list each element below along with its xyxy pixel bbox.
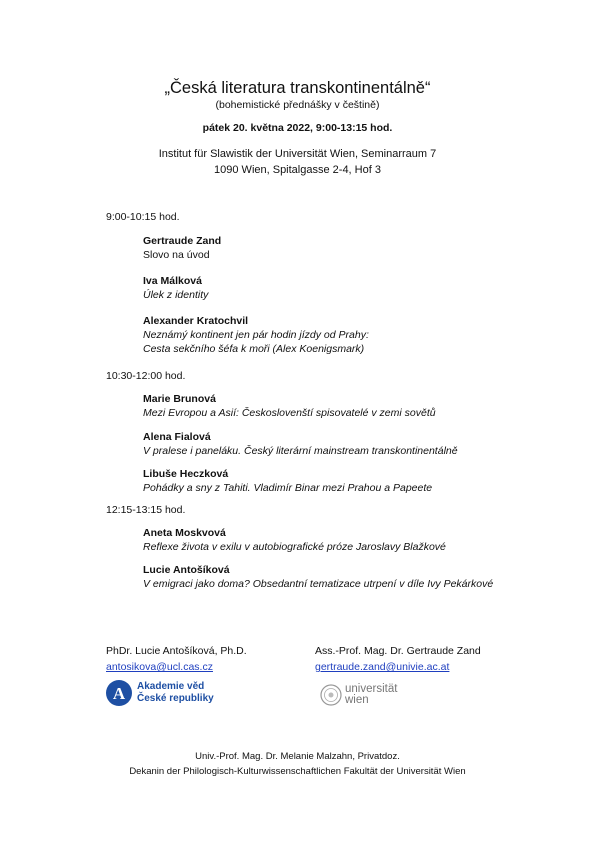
talk-title: V emigraci jako doma? Obsedantní tematizace utrpení v díle Ivy Pekárkové xyxy=(143,578,494,590)
avcr-logo-line-2: České republiky xyxy=(137,693,214,704)
organizer-email-link[interactable]: antosikova@ucl.cas.cz xyxy=(106,661,213,673)
speaker-name: Libuše Heczková xyxy=(143,468,229,480)
talk-title: Úlek z identity xyxy=(143,289,209,301)
talk-title: Pohádky a sny z Tahiti. Vladimír Binar mezi Prahou a Papeete xyxy=(143,482,433,494)
block-time: 9:00-10:15 hod. xyxy=(106,211,180,223)
venue-line-2: 1090 Wien, Spitalgasse 2-4, Hof 3 xyxy=(214,164,381,176)
univie-logo-line-1: universität xyxy=(345,683,398,695)
organizer-name: Ass.-Prof. Mag. Dr. Gertraude Zand xyxy=(315,645,481,657)
talk-title: V pralese i paneláku. Český literární mainstream transkontinentálně xyxy=(143,445,458,457)
speaker-name: Gertraude Zand xyxy=(143,235,222,247)
block-time: 10:30-12:00 hod. xyxy=(106,370,186,382)
organizer-email-link[interactable]: gertraude.zand@univie.ac.at xyxy=(315,661,450,673)
speaker-name: Alena Fialová xyxy=(143,431,211,443)
talk-title: Slovo na úvod xyxy=(143,249,210,261)
venue-line-1: Institut für Slawistik der Universität Wien, Seminarraum 7 xyxy=(158,148,437,160)
dean-name: Univ.-Prof. Mag. Dr. Melanie Malzahn, Privatdoz. xyxy=(195,751,400,762)
organizer-right xyxy=(315,643,481,675)
organizer-left xyxy=(106,643,247,675)
univie-logo xyxy=(320,684,397,706)
document-title: „Česká literatura transkontinentálně“ xyxy=(164,79,431,97)
talk-title: Mezi Evropou a Asií: Českoslovenští spisovatelé v zemi sovětů xyxy=(143,407,436,419)
event-date: pátek 20. května 2022, 9:00-13:15 hod. xyxy=(202,122,393,134)
avcr-emblem-icon xyxy=(106,680,132,706)
speaker-name: Iva Málková xyxy=(143,275,202,287)
talk-item xyxy=(143,563,563,591)
talk-item xyxy=(143,314,563,356)
talk-item xyxy=(143,274,563,302)
talk-item xyxy=(143,234,563,262)
talk-title-line-2: Cesta sekčního šéfa k moři (Alex Koenigsmark) xyxy=(143,343,365,355)
block-time: 12:15-13:15 hod. xyxy=(106,504,186,516)
dean-affiliation: Dekanin der Philologisch-Kulturwissenschaftlichen Fakultät der Universität Wien xyxy=(129,766,466,777)
speaker-name: Marie Brunová xyxy=(143,393,216,405)
talk-item xyxy=(143,467,563,495)
speaker-name: Lucie Antošíková xyxy=(143,564,230,576)
avcr-emblem-letter: A xyxy=(112,684,126,703)
talk-item xyxy=(143,526,563,554)
avcr-logo-line-1: Akademie věd xyxy=(137,681,205,692)
speaker-name: Aneta Moskvová xyxy=(143,527,226,539)
speaker-name: Alexander Kratochvil xyxy=(143,315,249,327)
avcr-logo xyxy=(106,680,214,706)
univie-logo-line-2: wien xyxy=(345,694,369,706)
univie-seal-icon xyxy=(320,684,342,706)
talk-title: Neznámý kontinent jen pár hodin jízdy od Prahy: xyxy=(143,329,369,341)
organizer-name: PhDr. Lucie Antošíková, Ph.D. xyxy=(106,645,247,657)
talk-item xyxy=(143,430,563,458)
talk-item xyxy=(143,392,563,420)
talk-title: Reflexe života v exilu v autobiografické próze Jaroslavy Blažkové xyxy=(143,541,446,553)
document-subtitle: (bohemistické přednášky v češtině) xyxy=(215,99,380,111)
